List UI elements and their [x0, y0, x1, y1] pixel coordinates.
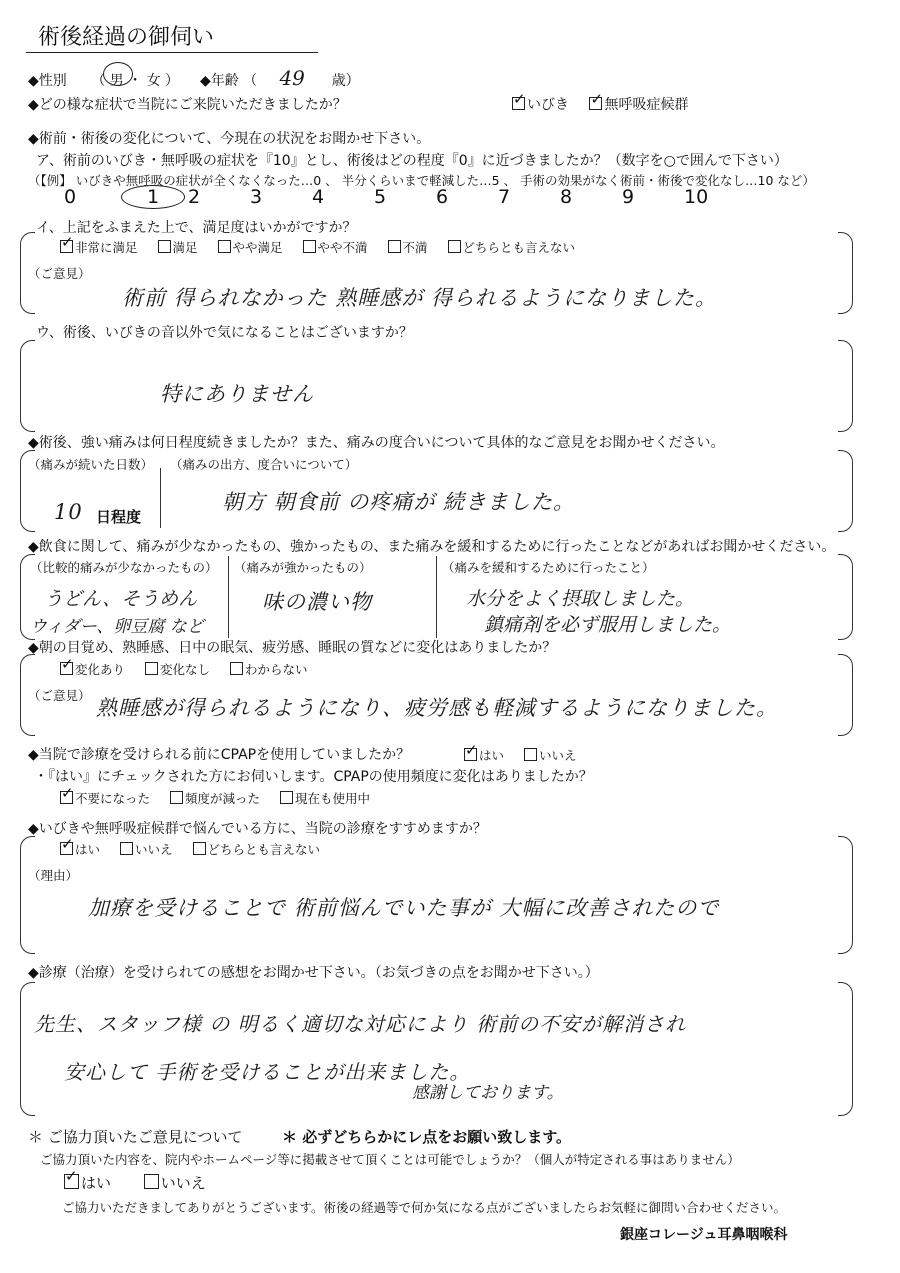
food-relief-label: （痛みを緩和するために行ったこと） — [442, 560, 655, 575]
checkbox-icon[interactable] — [60, 662, 73, 675]
scale-3[interactable]: 3 — [250, 186, 263, 208]
option-consent-yes[interactable]: ✓はい — [64, 1172, 111, 1193]
option-label: 無呼吸症候群 — [604, 97, 689, 113]
scale-2[interactable]: 2 — [188, 186, 201, 208]
checkbox-icon[interactable] — [512, 97, 525, 110]
option-consent-no[interactable]: いいえ — [144, 1172, 206, 1193]
food-less-answer-1[interactable]: うどん、そうめん — [44, 588, 198, 610]
q-change-text: ◆術前・術後の変化について、今現在の状況をお聞かせ下さい。 — [28, 131, 431, 147]
option-less-frequent[interactable]: 頻度が減った — [170, 789, 260, 807]
age-label: ◆年齢 — [199, 73, 239, 89]
checkbox-icon[interactable] — [170, 791, 183, 804]
q-symptom-options — [512, 94, 704, 114]
bracket-right — [838, 554, 853, 640]
scale-5[interactable]: 5 — [374, 186, 387, 208]
bracket-left — [20, 340, 35, 432]
pain-days-value[interactable]: 10 — [54, 500, 83, 524]
checkbox-icon[interactable] — [60, 240, 73, 253]
checkbox-icon[interactable] — [193, 842, 206, 855]
checkbox-icon[interactable] — [144, 1174, 159, 1189]
pain-days-unit: 日程度 — [96, 508, 142, 526]
scale-8[interactable]: 8 — [560, 186, 573, 208]
consent-heading-2: ＊ 必ずどちらかにレ点をお願い致します。 — [282, 1128, 572, 1146]
bracket-right — [838, 450, 853, 532]
divider — [228, 556, 229, 638]
cpap-sub-options — [60, 789, 386, 807]
impression-answer-1[interactable]: 先生、スタッフ様 の 明るく適切な対応により 術前の不安が解消され — [34, 1012, 687, 1036]
cpap-options — [464, 746, 593, 764]
scale-1[interactable] — [126, 185, 188, 209]
gender-female[interactable]: 女 — [146, 73, 161, 89]
option-satisfied[interactable]: 満足 — [158, 238, 198, 256]
option-somewhat-satisfied[interactable]: やや満足 — [218, 238, 283, 256]
option-no-change[interactable]: 変化なし — [145, 660, 210, 678]
scale-0[interactable]: 0 — [64, 186, 77, 208]
checkbox-icon[interactable] — [218, 240, 231, 253]
option-somewhat-dissatisfied[interactable]: やや不満 — [303, 238, 368, 256]
pain-days-label: （痛みが続いた日数） — [28, 457, 154, 472]
q-recommend-text: ◆いびきや無呼吸症候群で悩んでいる方に、当院の診療をすすめますか？ — [28, 821, 487, 837]
gender-sep: ・ — [128, 73, 143, 89]
checkbox-icon[interactable] — [145, 662, 158, 675]
q-other-text: ウ、術後、いびきの音以外で気になることはございますか？ — [36, 325, 413, 341]
q-change-example: （【例】 いびきや無呼吸の症状が全くなくなった…0 、 半分くらいまで軽減した…5 、 手術の効果がなく術前・術後で変化なし…10 など） — [28, 173, 815, 188]
scale-10[interactable]: 10 — [684, 186, 709, 208]
food-relief-answer-2[interactable]: 鎮痛剤を必ず服用しました。 — [484, 614, 732, 636]
pain-degree-answer[interactable]: 朝方 朝食前 の疼痛が 続きました。 — [222, 490, 576, 514]
page-title: 術後経過の御伺い — [38, 25, 215, 50]
food-less-label: （比較的痛みが少なかったもの） — [30, 560, 218, 575]
q-change-a-text: ア、術前のいびき・無呼吸の症状を『10』とし、術後はどの程度『0』に近づきましたか？（数字を○で囲んで下さい） — [36, 153, 788, 169]
checkbox-icon[interactable] — [280, 791, 293, 804]
satisfaction-opinion[interactable]: 術前 得られなかった 熟睡感が 得られるようになりました。 — [122, 286, 718, 310]
recommend-reason-label: （理由） — [28, 868, 79, 883]
satisfaction-options — [60, 238, 591, 256]
food-less-answer-2[interactable]: ウィダー、卵豆腐 など — [30, 617, 204, 637]
option-very-satisfied[interactable]: ✓非常に満足 — [60, 238, 138, 256]
q-satisfaction-text: イ、上記をふまえた上で、満足度はいかがですか？ — [36, 220, 357, 236]
checkbox-icon[interactable] — [589, 97, 602, 110]
checkbox-icon[interactable] — [303, 240, 316, 253]
footer-thanks: ご協力いただきましてありがとうございます。術後の経過等で何か気になる点がございましたらお気軽に御問い合わせください。 — [62, 1200, 787, 1215]
scale-9[interactable]: 9 — [622, 186, 635, 208]
q-food-text: ◆飲食に関して、痛みが少なかったもの、強かったもの、また痛みを緩和するために行ったことなどがあればお聞かせください。 — [28, 539, 836, 555]
recommend-reason[interactable]: 加療を受けることで 術前悩んでいた事が 大幅に改善されたので — [88, 896, 720, 920]
q-symptom-text: ◆どの様な症状で当院にご来院いただきましたか？ — [28, 97, 347, 113]
selected-scale-circle[interactable]: 1 — [121, 185, 185, 209]
age-unit: 歳 — [331, 73, 346, 89]
checkbox-icon[interactable] — [60, 791, 73, 804]
option-label: いびき — [527, 97, 569, 113]
bracket-left — [20, 836, 35, 954]
pain-degree-label: （痛みの出方、度合いについて） — [170, 457, 358, 472]
food-relief-answer-1[interactable]: 水分をよく摂取しました。 — [466, 588, 695, 610]
bracket-right — [838, 232, 853, 314]
impression-answer-3[interactable]: 感謝しております。 — [412, 1083, 564, 1103]
gender-label: ◆性別 — [28, 73, 67, 89]
q-impression-text: ◆診療（治療）を受けられての感想をお聞かせ下さい。（お気づきの点をお聞かせ下さい。） — [28, 965, 599, 981]
food-strong-label: （痛みが強かったもの） — [234, 560, 372, 575]
satisfaction-opinion-label: （ご意見） — [28, 266, 91, 281]
impression-answer-2[interactable]: 安心して 手術を受けることが出来ました。 — [64, 1060, 471, 1084]
age-value[interactable]: 49 — [279, 66, 305, 90]
title-underline — [26, 52, 318, 53]
other-answer[interactable]: 特にありません — [160, 382, 314, 406]
checkbox-icon[interactable] — [524, 748, 537, 761]
q-morning-text: ◆朝の目覚め、熟睡感、日中の眠気、疲労感、睡眠の質などに変化はありましたか？ — [28, 640, 557, 656]
divider — [160, 468, 161, 528]
checkbox-icon[interactable] — [464, 748, 477, 761]
change-scale — [64, 185, 746, 209]
checkbox-icon[interactable] — [120, 842, 133, 855]
scale-6[interactable]: 6 — [436, 186, 449, 208]
option-dissatisfied[interactable]: 不満 — [388, 238, 428, 256]
option-neither[interactable]: どちらとも言えない — [448, 238, 576, 256]
bracket-left — [20, 982, 35, 1116]
morning-options — [60, 660, 324, 678]
clinic-name: 銀座コレージュ耳鼻咽喉科 — [620, 1227, 788, 1243]
gender-row: ◆性別 （ 男 ・ 女 ） ◆年齢 （ 49 歳） — [28, 66, 360, 90]
recommend-options — [60, 840, 336, 858]
option-recommend-neither[interactable]: どちらとも言えない — [193, 840, 321, 858]
option-not-needed[interactable]: ✓不要になった — [60, 789, 150, 807]
divider — [436, 556, 437, 638]
option-recommend-yes[interactable]: ✓はい — [60, 840, 100, 858]
q-cpap-sub-text: ・『はい』にチェックされた方にお伺いします。CPAPの使用頻度に変化はありましたか？ — [34, 769, 593, 785]
checkbox-icon[interactable] — [158, 240, 171, 253]
food-strong-answer[interactable]: 味の濃い物 — [262, 590, 372, 614]
bracket-right — [838, 340, 853, 432]
option-cpap-yes[interactable]: ✓ はい — [464, 746, 504, 764]
checkbox-icon[interactable] — [448, 240, 461, 253]
option-unknown[interactable]: わからない — [230, 660, 308, 678]
gender-selection-circle — [103, 62, 133, 86]
scale-4[interactable]: 4 — [312, 186, 325, 208]
checkbox-icon[interactable] — [388, 240, 401, 253]
consent-options — [64, 1172, 222, 1193]
consent-heading-1: ＊ ご協力頂いたご意見について — [28, 1128, 243, 1146]
morning-opinion-label: （ご意見） — [28, 688, 91, 703]
bracket-right — [838, 836, 853, 954]
bracket-right — [838, 654, 853, 736]
option-recommend-no[interactable]: いいえ — [120, 840, 173, 858]
option-snoring[interactable] — [512, 94, 569, 114]
option-cpap-no[interactable]: いいえ — [524, 746, 577, 764]
morning-opinion[interactable]: 熟睡感が得られるようになり、疲労感も軽減するようになりました。 — [96, 696, 778, 720]
checkbox-icon[interactable] — [230, 662, 243, 675]
option-apnea[interactable] — [589, 94, 688, 114]
consent-question: ご協力頂いた内容を、院内やホームページ等に掲載させて頂くことは可能でしょうか？（個人が特定される事はありません） — [40, 1152, 740, 1167]
option-changed[interactable]: ✓変化あり — [60, 660, 125, 678]
gender-male[interactable]: 男 — [109, 73, 124, 89]
checkbox-icon[interactable] — [64, 1174, 79, 1189]
scale-7[interactable]: 7 — [498, 186, 511, 208]
q-cpap-text: ◆当院で診療を受けられる前にCPAPを使用していましたか？ — [28, 747, 411, 763]
q-pain-text: ◆術後、強い痛みは何日程度続きましたか？また、痛みの度合いについて具体的なご意見をお聞かせください。 — [28, 435, 725, 451]
option-still-using[interactable]: 現在も使用中 — [280, 789, 370, 807]
checkbox-icon[interactable] — [60, 842, 73, 855]
bracket-right — [838, 982, 853, 1116]
